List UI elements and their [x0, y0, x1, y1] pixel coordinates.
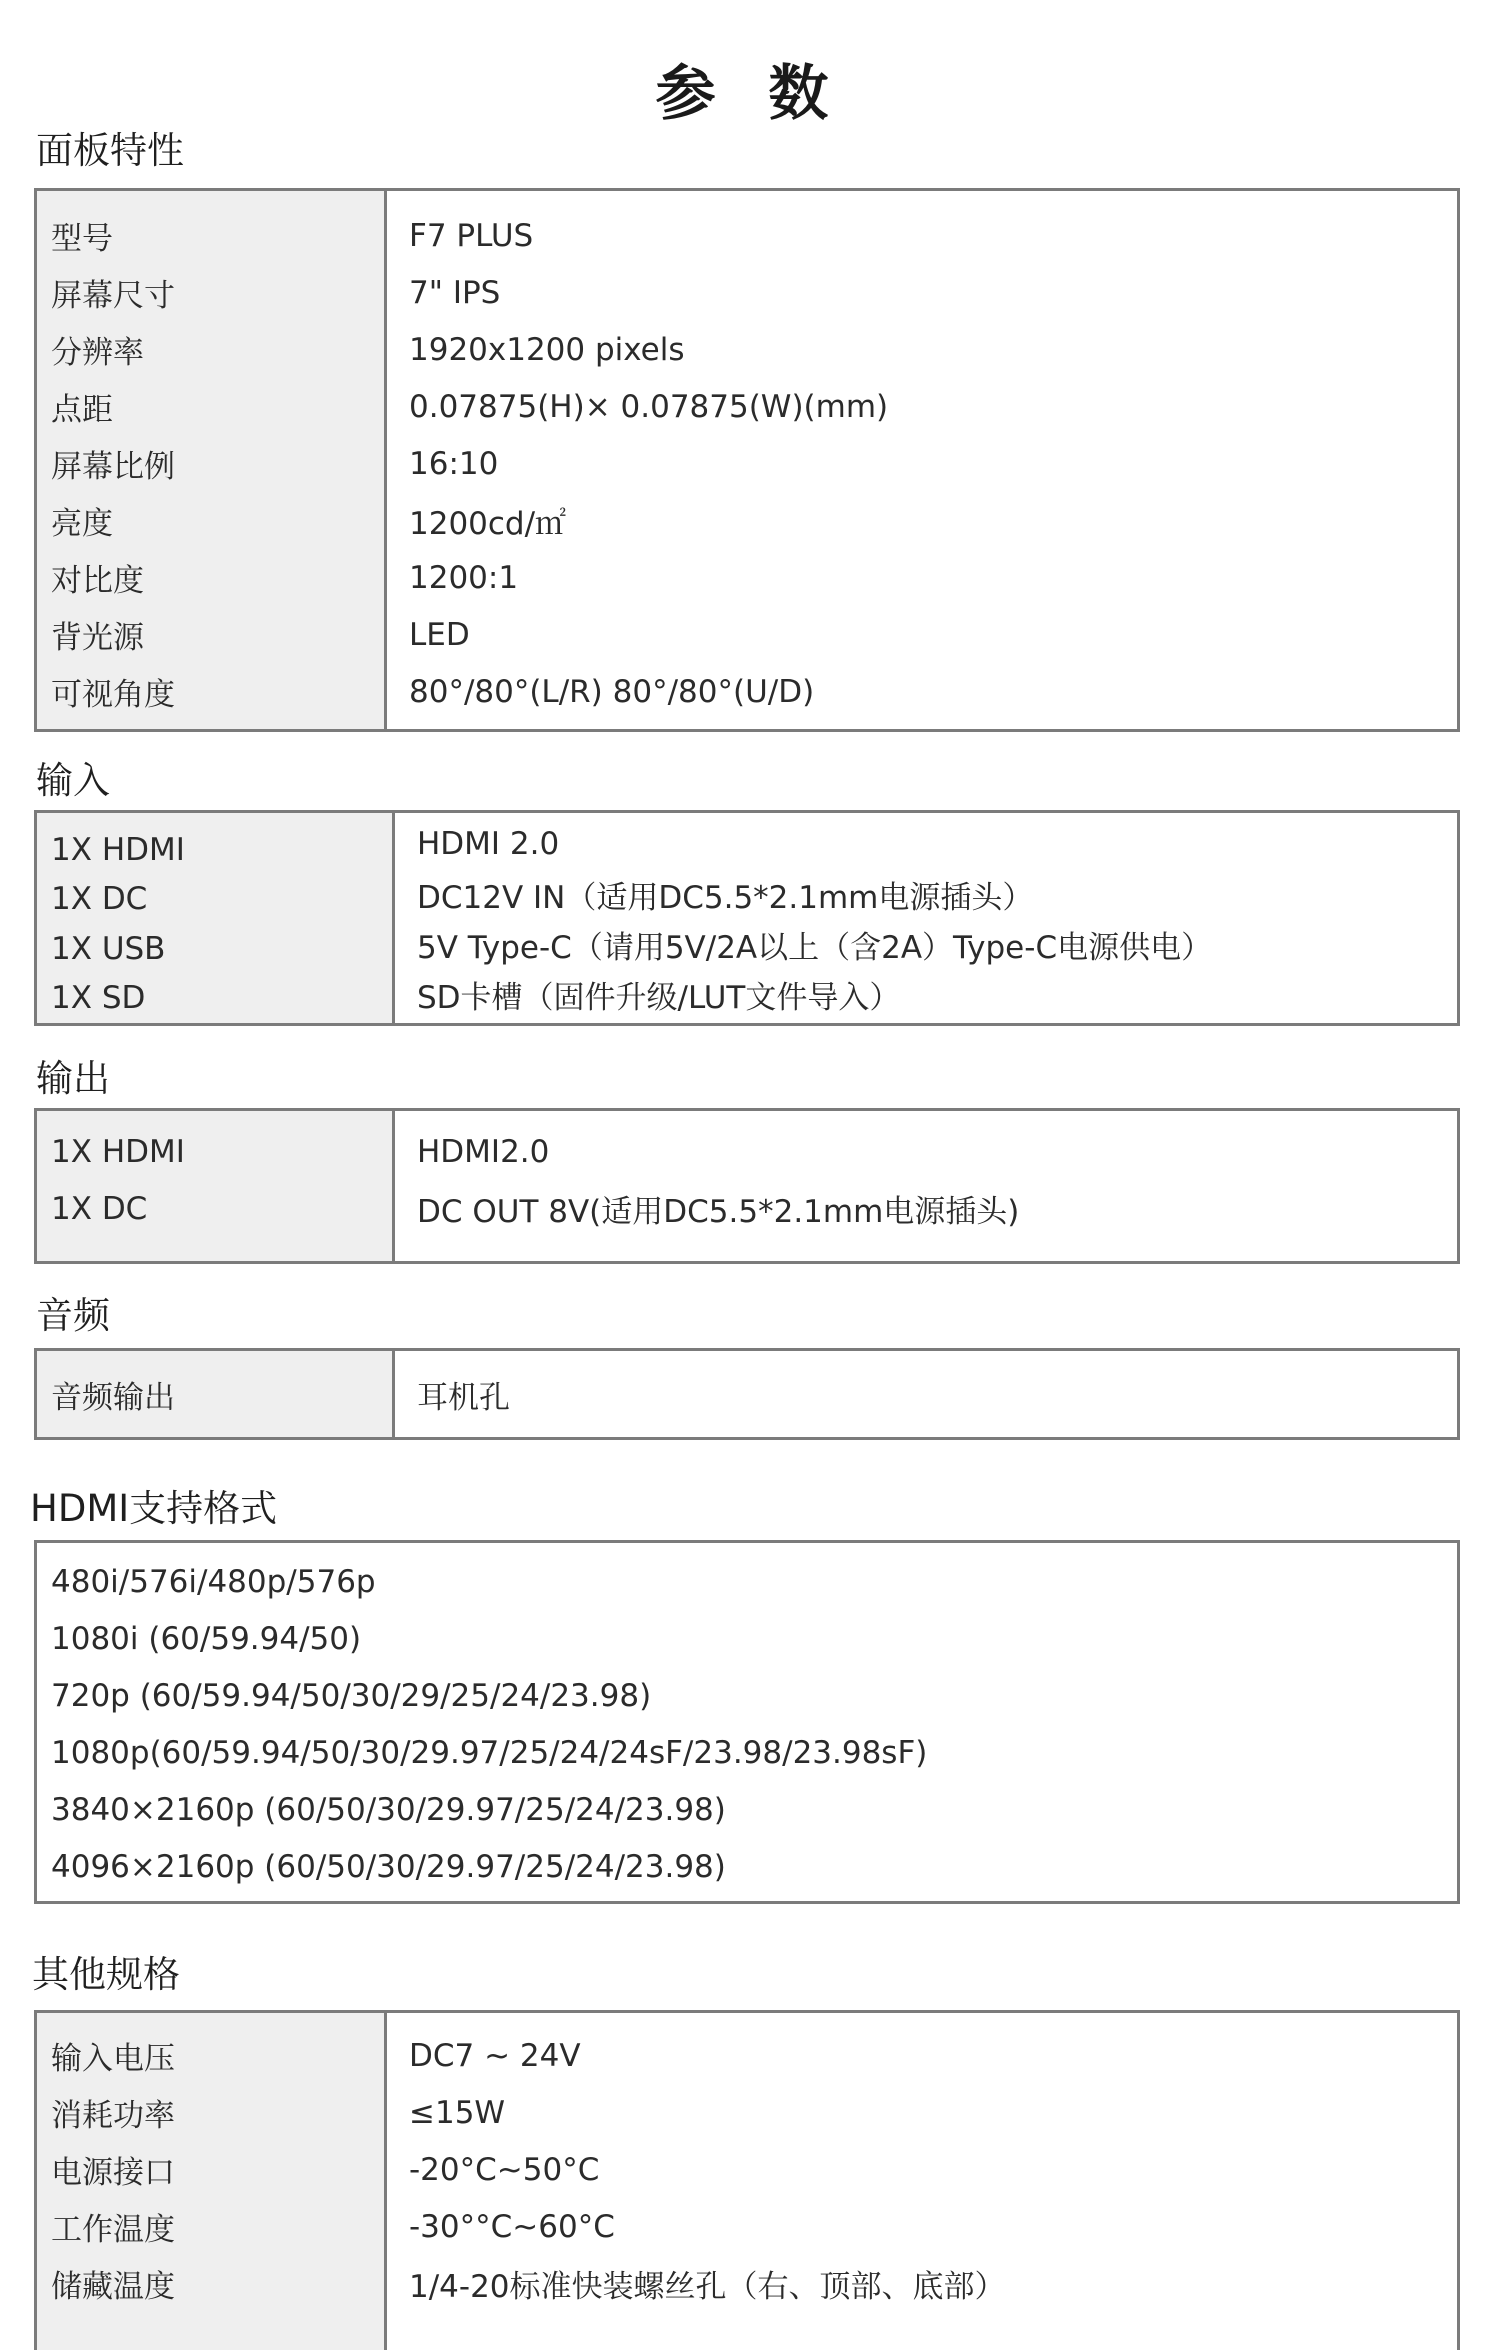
spec-value: 5V Type-C（请用5V/2A以上（含2A）Type-C电源供电） [417, 929, 1213, 966]
spec-label: 屏幕尺寸 [51, 278, 175, 314]
panel-value-column [387, 191, 1457, 729]
spec-label: 消耗功率 [51, 2098, 175, 2134]
section-heading-panel: 面板特性 [36, 129, 184, 172]
spec-value: 1200:1 [409, 559, 519, 596]
audio-spec-table [34, 1348, 1460, 1440]
spec-value: -20°C~50°C [409, 2151, 600, 2188]
list-item: 1080p(60/59.94/50/30/29.97/25/24/24sF/23.98/23.98sF) [51, 1734, 928, 1771]
audio-label-column [37, 1351, 395, 1437]
output-label-column [37, 1111, 395, 1261]
spec-value: 1920x1200 pixels [409, 331, 685, 368]
section-heading-other: 其他规格 [32, 1953, 180, 1996]
spec-value: -30°°C~60°C [409, 2208, 615, 2245]
spec-label: 背光源 [51, 620, 144, 656]
input-label-column [37, 813, 395, 1023]
spec-label: 输入电压 [51, 2041, 175, 2077]
spec-value: 7" IPS [409, 274, 501, 311]
spec-label: 1X USB [51, 930, 166, 967]
spec-label: 电源接口 [51, 2155, 175, 2191]
spec-value: SD卡槽（固件升级/LUT文件导入） [417, 979, 901, 1016]
spec-value: DC7 ~ 24V [409, 2037, 581, 2074]
spec-label: 储藏温度 [51, 2269, 175, 2305]
spec-value: 16:10 [409, 445, 499, 482]
spec-value: LED [409, 616, 470, 653]
spec-value: 1200cd/㎡ [409, 506, 567, 542]
section-heading-input: 输入 [36, 759, 110, 802]
spec-value: 80°/80°(L/R) 80°/80°(U/D) [409, 673, 815, 710]
spec-value: 1/4-20标准快装螺丝孔（右、顶部、底部） [409, 2269, 1006, 2305]
spec-label: 点距 [51, 392, 113, 428]
spec-label: 可视角度 [51, 677, 175, 713]
spec-value: F7 PLUS [409, 217, 534, 254]
other-label-column [37, 2013, 387, 2350]
spec-label: 1X SD [51, 980, 146, 1017]
section-heading-output: 输出 [36, 1057, 110, 1100]
list-item: 3840×2160p (60/50/30/29.97/25/24/23.98) [51, 1791, 726, 1828]
spec-label: 1X DC [51, 1190, 148, 1227]
spec-label: 亮度 [51, 506, 113, 542]
other-spec-table [34, 2010, 1460, 2350]
spec-value: 耳机孔 [417, 1379, 510, 1416]
list-item: 480i/576i/480p/576p [51, 1563, 376, 1600]
spec-label: 1X DC [51, 881, 148, 918]
audio-value-column [395, 1351, 1457, 1437]
panel-spec-table [34, 188, 1460, 732]
other-value-column [387, 2013, 1457, 2350]
spec-label: 1X HDMI [51, 831, 185, 868]
section-heading-hdmi-formats: HDMI支持格式 [30, 1487, 278, 1530]
spec-label: 屏幕比例 [51, 449, 175, 485]
list-item: 720p (60/59.94/50/30/29/25/24/23.98) [51, 1677, 652, 1714]
page-title: 参 数 [655, 59, 845, 129]
spec-label: 工作温度 [51, 2212, 175, 2248]
input-value-column [395, 813, 1457, 1023]
output-value-column [395, 1111, 1457, 1261]
hdmi-formats-list [34, 1540, 1460, 1904]
spec-value: ≤15W [409, 2094, 506, 2131]
spec-value: 0.07875(H)× 0.07875(W)(mm) [409, 388, 889, 425]
input-spec-table [34, 810, 1460, 1026]
section-heading-audio: 音频 [36, 1294, 110, 1337]
spec-label: 对比度 [51, 563, 144, 599]
spec-value: DC12V IN（适用DC5.5*2.1mm电源插头） [417, 879, 1034, 916]
spec-label: 音频输出 [51, 1379, 175, 1416]
spec-label: 分辨率 [51, 335, 144, 371]
list-item: 1080i (60/59.94/50) [51, 1620, 362, 1657]
spec-value: DC OUT 8V(适用DC5.5*2.1mm电源插头) [417, 1194, 1020, 1230]
output-spec-table [34, 1108, 1460, 1264]
panel-label-column [37, 191, 387, 729]
spec-value: HDMI 2.0 [417, 826, 560, 862]
spec-label: 型号 [51, 221, 113, 257]
spec-value: HDMI2.0 [417, 1133, 550, 1170]
list-item: 4096×2160p (60/50/30/29.97/25/24/23.98) [51, 1848, 726, 1885]
spec-label: 1X HDMI [51, 1133, 185, 1170]
